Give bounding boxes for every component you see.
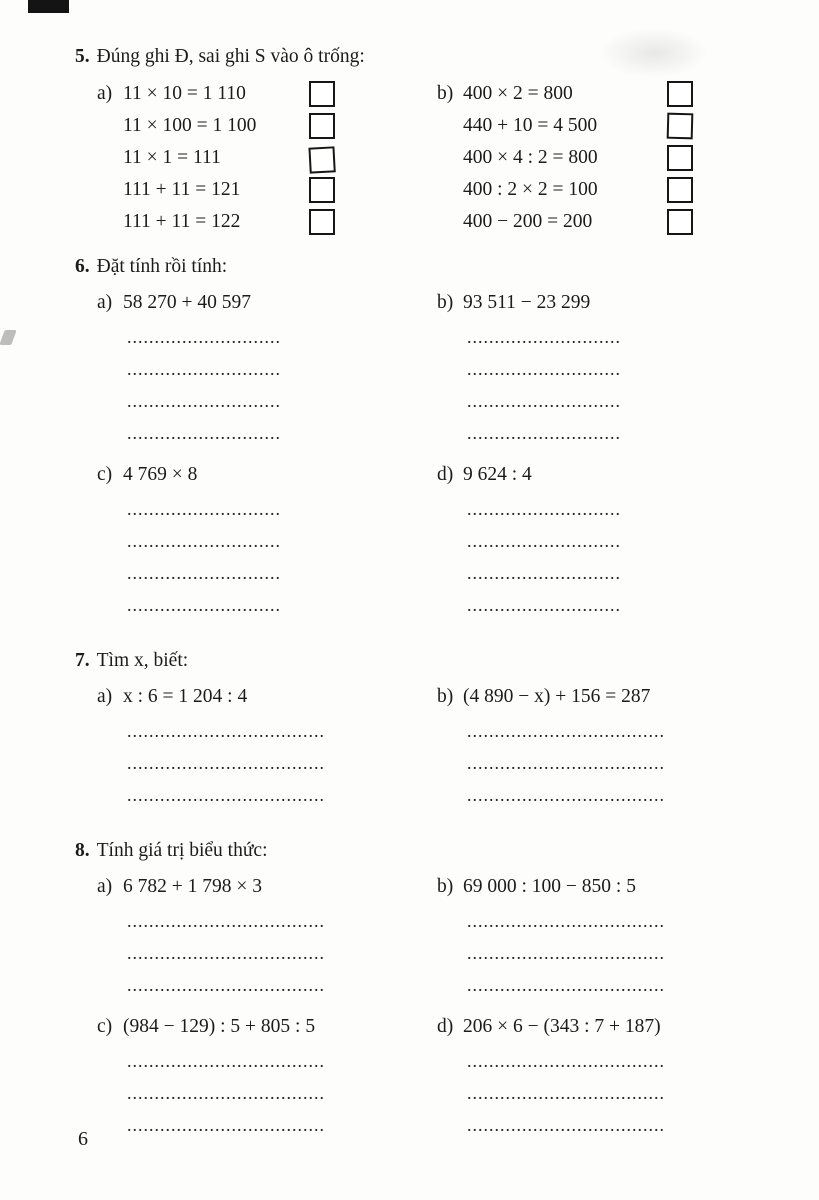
- answer-line[interactable]: ....................................: [127, 1115, 325, 1135]
- answer-line[interactable]: ....................................: [467, 911, 665, 931]
- answer-line[interactable]: ............................: [127, 499, 281, 519]
- answer-area: [97, 327, 437, 455]
- part-label: a): [97, 686, 113, 707]
- expression-text: (984 − 129) : 5 + 805 : 5: [123, 1016, 316, 1037]
- answer-box[interactable]: [667, 145, 693, 171]
- answer-line[interactable]: ............................: [467, 359, 621, 379]
- true-false-item: [437, 78, 693, 110]
- answer-line[interactable]: ....................................: [127, 943, 325, 963]
- part-label: b): [437, 83, 454, 104]
- problem-statement: [97, 288, 437, 318]
- exercise-title: Tính giá trị biểu thức:: [96, 840, 268, 861]
- answer-line[interactable]: ............................: [127, 423, 281, 443]
- expression-text: 206 × 6 − (343 : 7 + 187): [463, 1016, 661, 1037]
- exercise-7: [75, 646, 775, 822]
- true-false-item: [437, 206, 693, 238]
- expression-text: 58 270 + 40 597: [123, 292, 251, 313]
- true-false-item: [97, 206, 335, 238]
- problem-statement: [437, 1012, 775, 1042]
- exercise-number: 8.: [75, 840, 90, 861]
- exercise-5: [75, 42, 775, 238]
- answer-line[interactable]: ............................: [467, 531, 621, 551]
- expression-text: 69 000 : 100 − 850 : 5: [463, 876, 636, 897]
- exercise-5-column-b: [437, 78, 775, 238]
- equation-text: 11 × 100 = 1 100: [123, 115, 257, 136]
- exercise-5-heading: [75, 42, 775, 72]
- answer-box[interactable]: [309, 113, 335, 139]
- equation-text: 11 × 10 = 1 110: [123, 83, 246, 104]
- equation-text: 11 × 1 = 111: [123, 147, 221, 168]
- exercise-8c: [97, 1012, 437, 1152]
- answer-line[interactable]: ....................................: [467, 721, 665, 741]
- part-label: c): [97, 1016, 113, 1037]
- answer-line[interactable]: ....................................: [127, 721, 325, 741]
- answer-line[interactable]: ............................: [467, 595, 621, 615]
- answer-line[interactable]: ............................: [127, 327, 281, 347]
- part-label: b): [437, 686, 454, 707]
- answer-line[interactable]: ............................: [467, 327, 621, 347]
- answer-line[interactable]: ....................................: [467, 753, 665, 773]
- answer-line[interactable]: ....................................: [127, 975, 325, 995]
- answer-box[interactable]: [309, 81, 335, 107]
- equation-text: 440 + 10 = 4 500: [463, 115, 598, 136]
- true-false-item: [97, 110, 335, 142]
- answer-box[interactable]: [309, 209, 335, 235]
- part-label: a): [97, 83, 113, 104]
- equation-text: 400 : 2 × 2 = 100: [463, 179, 598, 200]
- answer-box[interactable]: [308, 146, 335, 173]
- true-false-item: [437, 142, 693, 174]
- problem-statement: [97, 872, 437, 902]
- answer-box[interactable]: [667, 113, 694, 140]
- problem-statement: [97, 1012, 437, 1042]
- exercise-6b: [437, 288, 775, 460]
- answer-line[interactable]: ....................................: [467, 943, 665, 963]
- exercise-title: Đặt tính rồi tính:: [96, 256, 228, 277]
- answer-box[interactable]: [309, 177, 335, 203]
- equation-text: 400 × 2 = 800: [463, 83, 573, 104]
- answer-area: [97, 499, 437, 627]
- answer-line[interactable]: ............................: [127, 531, 281, 551]
- answer-line[interactable]: ............................: [127, 595, 281, 615]
- expression-text: x : 6 = 1 204 : 4: [123, 686, 248, 707]
- equation-text: 400 × 4 : 2 = 800: [463, 147, 598, 168]
- answer-line[interactable]: ............................: [467, 423, 621, 443]
- answer-line[interactable]: ....................................: [467, 785, 665, 805]
- exercise-5-column-a: [97, 78, 437, 238]
- expression-text: 93 511 − 23 299: [463, 292, 591, 313]
- exercise-8a: [97, 872, 437, 1012]
- answer-line[interactable]: ....................................: [467, 1051, 665, 1071]
- exercise-title: Tìm x, biết:: [96, 650, 189, 671]
- answer-line[interactable]: ............................: [467, 499, 621, 519]
- answer-line[interactable]: ....................................: [127, 911, 325, 931]
- true-false-item: [97, 78, 335, 110]
- part-label: b): [437, 876, 454, 897]
- answer-line[interactable]: ....................................: [127, 753, 325, 773]
- answer-line[interactable]: ............................: [127, 391, 281, 411]
- answer-line[interactable]: ....................................: [127, 1051, 325, 1071]
- equation-text: 111 + 11 = 122: [123, 211, 241, 232]
- part-label: d): [437, 1016, 454, 1037]
- part-label: c): [97, 464, 113, 485]
- problem-statement: [437, 872, 775, 902]
- answer-line[interactable]: ............................: [127, 359, 281, 379]
- part-label: d): [437, 464, 454, 485]
- problem-statement: [97, 460, 437, 490]
- answer-area: [97, 911, 437, 1007]
- equation-text: 111 + 11 = 121: [123, 179, 241, 200]
- part-label: b): [437, 292, 454, 313]
- answer-area: [437, 721, 775, 817]
- answer-line[interactable]: ............................: [127, 563, 281, 583]
- answer-area: [97, 721, 437, 817]
- answer-area: [97, 1051, 437, 1147]
- exercise-title: Đúng ghi Đ, sai ghi S vào ô trống:: [96, 46, 365, 67]
- part-label: a): [97, 292, 113, 313]
- exercise-7a: [97, 682, 437, 822]
- problem-statement: [437, 460, 775, 490]
- exercise-6c: [97, 460, 437, 632]
- problem-statement: [97, 682, 437, 712]
- answer-line[interactable]: ....................................: [127, 1083, 325, 1103]
- part-label: a): [97, 876, 113, 897]
- exercise-7-heading: [75, 646, 775, 676]
- answer-box[interactable]: [667, 209, 693, 235]
- answer-box[interactable]: [667, 81, 693, 107]
- problem-statement: [437, 682, 775, 712]
- answer-line[interactable]: ....................................: [127, 785, 325, 805]
- exercise-6: [75, 252, 775, 632]
- expression-text: (4 890 − x) + 156 = 287: [463, 686, 651, 707]
- answer-area: [437, 499, 775, 627]
- true-false-item: [97, 174, 335, 206]
- exercise-8-heading: [75, 836, 775, 866]
- expression-text: 6 782 + 1 798 × 3: [123, 876, 262, 897]
- true-false-item: [437, 174, 693, 206]
- answer-line[interactable]: ....................................: [467, 1115, 665, 1135]
- answer-area: [437, 911, 775, 1007]
- exercise-number: 6.: [75, 256, 90, 277]
- answer-box[interactable]: [667, 177, 693, 203]
- problem-statement: [437, 288, 775, 318]
- exercise-6d: [437, 460, 775, 632]
- answer-area: [437, 327, 775, 455]
- answer-line[interactable]: ....................................: [467, 1083, 665, 1103]
- equation-text: 400 − 200 = 200: [463, 211, 593, 232]
- true-false-item: [437, 110, 693, 142]
- exercise-6-heading: [75, 252, 775, 282]
- exercise-number: 7.: [75, 650, 90, 671]
- expression-text: 4 769 × 8: [123, 464, 198, 485]
- exercise-6a: [97, 288, 437, 460]
- answer-line[interactable]: ....................................: [467, 975, 665, 995]
- exercise-8d: [437, 1012, 775, 1152]
- exercise-7b: [437, 682, 775, 822]
- exercise-8b: [437, 872, 775, 1012]
- exercise-number: 5.: [75, 46, 90, 67]
- true-false-item: [97, 142, 335, 174]
- answer-line[interactable]: ............................: [467, 563, 621, 583]
- answer-line[interactable]: ............................: [467, 391, 621, 411]
- answer-area: [437, 1051, 775, 1147]
- page-number: 6: [78, 1128, 88, 1150]
- expression-text: 9 624 : 4: [463, 464, 532, 485]
- exercise-8: [75, 836, 775, 1152]
